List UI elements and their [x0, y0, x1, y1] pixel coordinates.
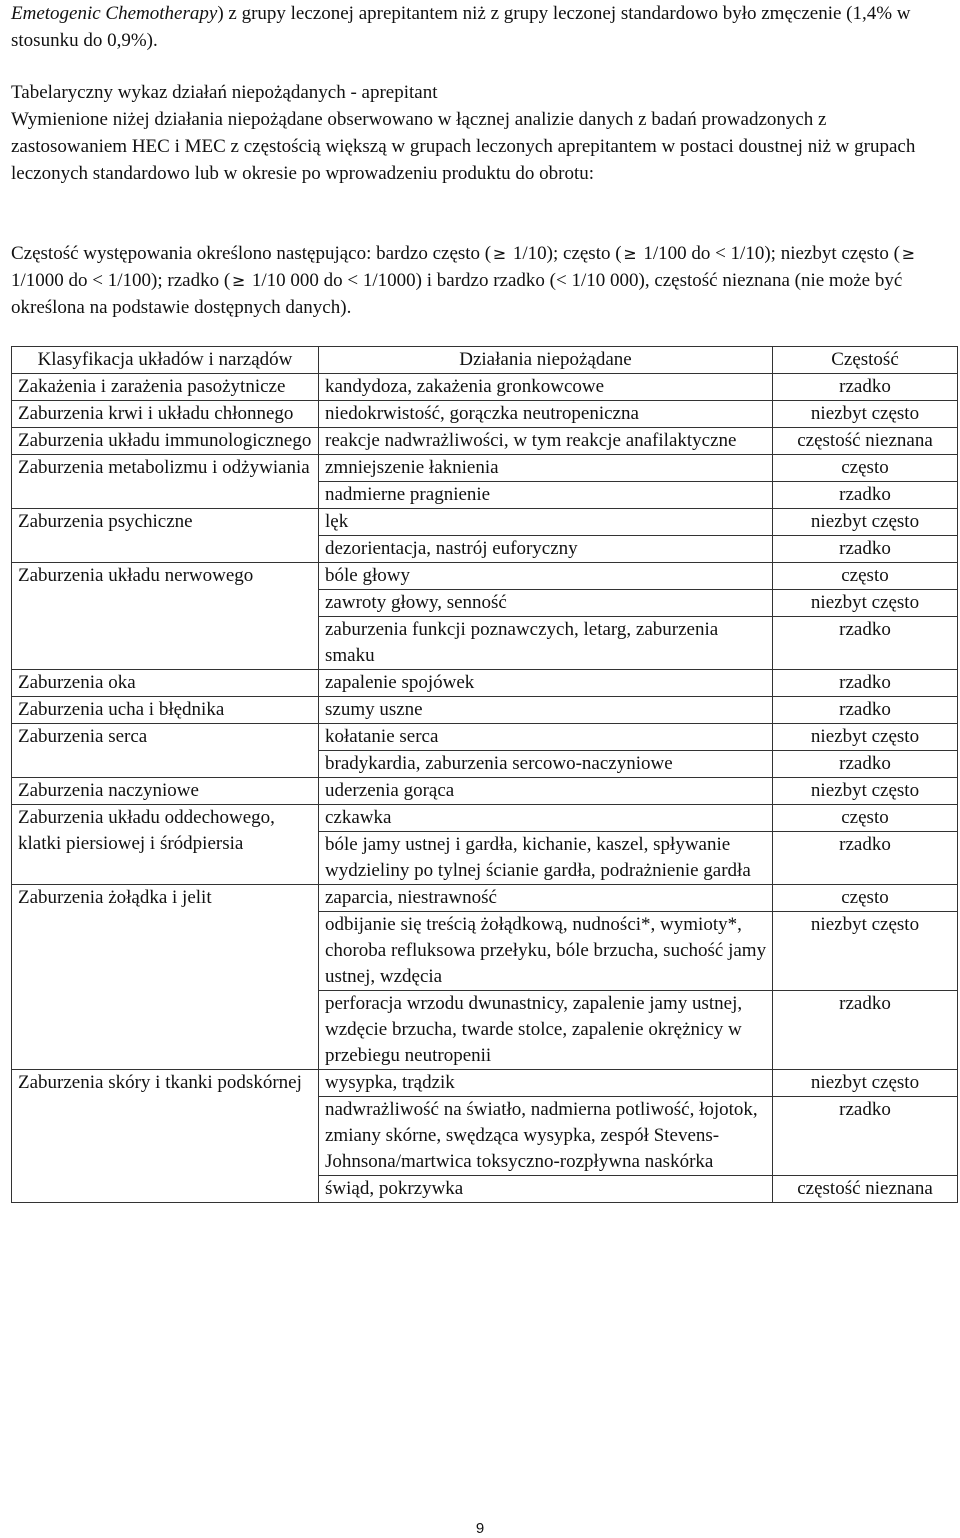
frequency-cell: niezbyt często	[773, 912, 958, 991]
reaction-cell: reakcje nadwrażliwości, w tym reakcje anafilaktyczne	[319, 428, 773, 455]
organ-class-cell: Zaburzenia psychiczne	[12, 509, 319, 563]
frequency-cell: rzadko	[773, 751, 958, 778]
table-row	[12, 428, 958, 455]
reaction-cell: niedokrwistość, gorączka neutropeniczna	[319, 401, 773, 428]
reaction-cell: nadmierne pragnienie	[319, 482, 773, 509]
freq-text-b: 1/10); często (	[508, 243, 622, 264]
frequency-cell: częstość nieznana	[773, 1176, 958, 1203]
page-number: 9	[475, 1520, 485, 1537]
table-body	[12, 374, 958, 1203]
table-row	[12, 885, 958, 912]
table-row	[12, 563, 958, 590]
reaction-cell: dezorientacja, nastrój euforyczny	[319, 536, 773, 563]
reaction-cell: bradykardia, zaburzenia sercowo-naczyniowe	[319, 751, 773, 778]
freq-text-a: Częstość występowania określono następująco: bardzo często (	[11, 243, 492, 264]
frequency-cell: niezbyt często	[773, 590, 958, 617]
intro-italic-term: Emetogenic Chemotherapy	[11, 3, 218, 24]
reaction-cell: uderzenia gorąca	[319, 778, 773, 805]
adverse-reactions-table	[11, 346, 958, 1203]
frequency-cell: rzadko	[773, 697, 958, 724]
section-block	[11, 79, 946, 187]
reaction-cell: zmniejszenie łaknienia	[319, 455, 773, 482]
frequency-cell: rzadko	[773, 832, 958, 885]
reaction-cell: szumy uszne	[319, 697, 773, 724]
reaction-cell: zapalenie spojówek	[319, 670, 773, 697]
reaction-cell: bóle jamy ustnej i gardła, kichanie, kaszel, spływanie wydzieliny po tylnej ścianie gardła, podrażnienie gardła	[319, 832, 773, 885]
freq-text-c: 1/100 do < 1/10); niezbyt często (	[638, 243, 900, 264]
reaction-cell: zaparcia, niestrawność	[319, 885, 773, 912]
reaction-cell: kandydoza, zakażenia gronkowcowe	[319, 374, 773, 401]
frequency-cell: rzadko	[773, 1097, 958, 1176]
frequency-cell: rzadko	[773, 482, 958, 509]
section-body: Wymienione niżej działania niepożądane obserwowano w łącznej analizie danych z badań prowadzonych z zastosowaniem HEC i MEC z częstością większą w grupach leczonych aprepitantem w postaci doustnej niż w grupach leczonych standardowo lub w okresie po wprowadzeniu produktu do obrotu:	[11, 109, 916, 184]
intro-rest: ) z grupy leczonej aprepitantem niż z grupy leczonej standardowo było zmęczenie (1,4% w stosunku do 0,9%).	[11, 3, 911, 51]
header-organ-class: Klasyfikacja układów i narządów	[12, 347, 319, 374]
table-row	[12, 805, 958, 832]
frequency-cell: często	[773, 563, 958, 590]
organ-class-cell: Zaburzenia żołądka i jelit	[12, 885, 319, 1070]
organ-class-cell: Zaburzenia metabolizmu i odżywiania	[12, 455, 319, 509]
organ-class-cell: Zaburzenia układu nerwowego	[12, 563, 319, 670]
frequency-cell: często	[773, 455, 958, 482]
ge-symbol: ≥	[623, 244, 637, 263]
ge-symbol: ≥	[231, 271, 246, 290]
reaction-cell: kołatanie serca	[319, 724, 773, 751]
freq-text-e: 1/10 000 do < 1/1000) i bardzo rzadko (< 1/10 000), częstość nieznana (nie może być określona na podstawie dostępnych danych).	[11, 270, 903, 318]
organ-class-cell: Zaburzenia krwi i układu chłonnego	[12, 401, 319, 428]
frequency-cell: rzadko	[773, 670, 958, 697]
table-row	[12, 778, 958, 805]
frequency-cell: często	[773, 885, 958, 912]
intro-paragraph	[11, 0, 946, 54]
organ-class-cell: Zaburzenia układu oddechowego, klatki piersiowej i śródpiersia	[12, 805, 319, 885]
frequency-cell: niezbyt często	[773, 778, 958, 805]
table-header-row	[12, 347, 958, 374]
frequency-cell: rzadko	[773, 536, 958, 563]
table-row	[12, 697, 958, 724]
organ-class-cell: Zaburzenia ucha i błędnika	[12, 697, 319, 724]
reaction-cell: świąd, pokrzywka	[319, 1176, 773, 1203]
reaction-cell: perforacja wrzodu dwunastnicy, zapalenie jamy ustnej, wzdęcie brzucha, twarde stolce, zapalenie okrężnicy w przebiegu neutropenii	[319, 991, 773, 1070]
frequency-cell: rzadko	[773, 374, 958, 401]
reaction-cell: bóle głowy	[319, 563, 773, 590]
organ-class-cell: Zaburzenia skóry i tkanki podskórnej	[12, 1070, 319, 1203]
reaction-cell: czkawka	[319, 805, 773, 832]
header-frequency: Częstość	[773, 347, 958, 374]
table-row	[12, 670, 958, 697]
frequency-cell: niezbyt często	[773, 509, 958, 536]
ge-symbol: ≥	[901, 244, 916, 263]
reaction-cell: nadwrażliwość na światło, nadmierna potliwość, łojotok, zmiany skórne, swędząca wysypka, zespół Stevens-Johnsona/martwica toksyczno-rozpływna naskórka	[319, 1097, 773, 1176]
reaction-cell: zaburzenia funkcji poznawczych, letarg, zaburzenia smaku	[319, 617, 773, 670]
organ-class-cell: Zaburzenia naczyniowe	[12, 778, 319, 805]
table-row	[12, 724, 958, 751]
organ-class-cell: Zaburzenia serca	[12, 724, 319, 778]
table-row	[12, 374, 958, 401]
frequency-cell: niezbyt często	[773, 724, 958, 751]
header-reaction: Działania niepożądane	[319, 347, 773, 374]
frequency-cell: niezbyt często	[773, 1070, 958, 1097]
frequency-cell: częstość nieznana	[773, 428, 958, 455]
reaction-cell: wysypka, trądzik	[319, 1070, 773, 1097]
ge-symbol: ≥	[492, 244, 507, 263]
frequency-cell: rzadko	[773, 991, 958, 1070]
table-row	[12, 509, 958, 536]
reaction-cell: lęk	[319, 509, 773, 536]
frequency-cell: rzadko	[773, 617, 958, 670]
freq-text-d: 1/1000 do < 1/100); rzadko (	[11, 270, 231, 291]
organ-class-cell: Zaburzenia oka	[12, 670, 319, 697]
organ-class-cell: Zakażenia i zarażenia pasożytnicze	[12, 374, 319, 401]
frequency-cell: niezbyt często	[773, 401, 958, 428]
table-row	[12, 455, 958, 482]
table-row	[12, 1070, 958, 1097]
organ-class-cell: Zaburzenia układu immunologicznego	[12, 428, 319, 455]
table-row	[12, 401, 958, 428]
reaction-cell: odbijanie się treścią żołądkową, nudności*, wymioty*, choroba refluksowa przełyku, bóle brzucha, suchość jamy ustnej, wzdęcia	[319, 912, 773, 991]
frequency-cell: często	[773, 805, 958, 832]
frequency-definition	[11, 240, 946, 321]
section-title: Tabelaryczny wykaz działań niepożądanych - aprepitant	[11, 82, 438, 103]
reaction-cell: zawroty głowy, senność	[319, 590, 773, 617]
